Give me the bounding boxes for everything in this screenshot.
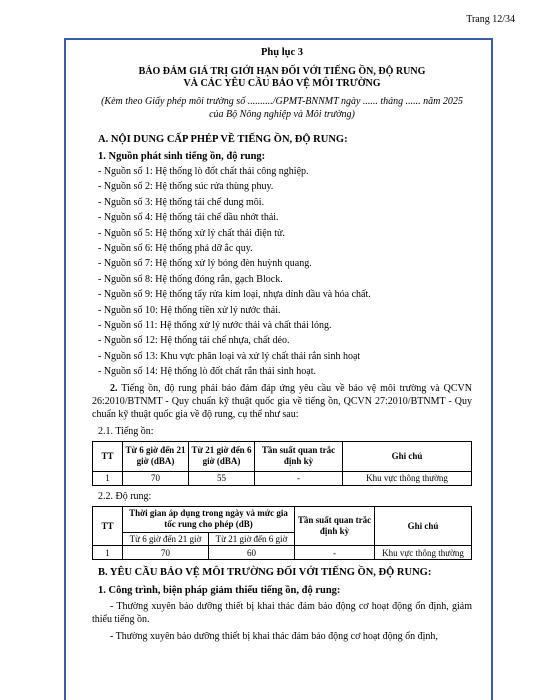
page-number: Trang 12/34 bbox=[466, 14, 515, 25]
document-title bbox=[92, 66, 472, 91]
table-row bbox=[93, 471, 472, 485]
list-item: - Nguồn số 14: Hệ thống lò đốt chất rắn thải sinh hoạt. bbox=[98, 366, 317, 378]
table-cell: Khu vực thông thường bbox=[343, 471, 472, 485]
list-item: - Nguồn số 2: Hệ thống súc rửa thùng phuy. bbox=[98, 181, 274, 193]
subsection-b1-heading: 1. Công trình, biện pháp giảm thiểu tiếng ồn, độ rung: bbox=[98, 585, 341, 597]
table-header-cell: Tần suất quan trắc định kỳ bbox=[255, 441, 343, 471]
table-header-row bbox=[93, 506, 472, 532]
b1-paragraph-2: - Thường xuyên bảo dưỡng thiết bị khai thác đảm bảo động cơ hoạt động ổn định, bbox=[110, 630, 438, 642]
list-item: - Nguồn số 8: Hệ thống đóng rắn, gạch Block. bbox=[98, 273, 283, 285]
table-cell: 70 bbox=[123, 471, 189, 485]
appendix-title: Phụ lục 3 bbox=[260, 47, 303, 58]
vibration-table bbox=[92, 506, 472, 561]
list-item: - Nguồn số 12: Hệ thống tái chế nhựa, chất dẻo. bbox=[98, 335, 290, 347]
table-header-cell: Ghi chú bbox=[343, 441, 472, 471]
table-cell: 70 bbox=[123, 546, 209, 560]
table-cell: - bbox=[295, 546, 375, 560]
table-header-cell: TT bbox=[93, 441, 123, 471]
table-header-cell: Ghi chú bbox=[375, 506, 472, 546]
table-row bbox=[93, 546, 472, 560]
paragraph-2-text: Tiếng ồn, độ rung phải bảo đảm đáp ứng yêu cầu về bảo vệ môi trường và QCVN 26:2010/BTNMT - Quy chuẩn kỹ thuật quốc gia về tiếng ồn, QCVN 27:2010/BTNMT - Quy chuẩn kỹ thuật quốc gia về độ rung, cụ thể như sau: bbox=[92, 382, 472, 420]
source-list bbox=[98, 164, 472, 380]
table-header-cell: Từ 6 giờ đến 21 giờ bbox=[123, 532, 209, 546]
list-item: - Nguồn số 7: Hệ thống xử lý bóng đèn huỳnh quang. bbox=[98, 258, 312, 270]
table-header-cell: Thời gian áp dụng trong ngày và mức gia tốc rung cho phép (dB) bbox=[123, 506, 295, 532]
vibration-label: 2.2. Độ rung: bbox=[98, 490, 152, 502]
table-header-row bbox=[93, 441, 472, 471]
table-cell: 55 bbox=[189, 471, 255, 485]
list-item: - Nguồn số 9: Hệ thống tẩy rửa kim loại, nhựa dính dầu và hóa chất. bbox=[98, 289, 371, 301]
note-line-2: của Bộ Nông nghiệp và Môi trường) bbox=[209, 108, 355, 120]
table-cell: Khu vực thông thường bbox=[375, 546, 472, 560]
section-b-heading: B. YÊU CẦU BẢO VỆ MÔI TRƯỜNG ĐỐI VỚI TIẾNG ỒN, ĐỘ RUNG: bbox=[98, 567, 432, 579]
table-header-cell: Từ 21 giờ đến 6 giờ (dBA) bbox=[189, 441, 255, 471]
list-item: - Nguồn số 5: Hệ thống xử lý chất thải điện tử. bbox=[98, 227, 285, 239]
paragraph-2 bbox=[92, 382, 472, 421]
list-item: - Nguồn số 1: Hệ thống lò đốt chất thải công nghiệp. bbox=[98, 165, 309, 177]
table-cell: 1 bbox=[93, 546, 123, 560]
table-header-cell: Từ 6 giờ đến 21 giờ (dBA) bbox=[123, 441, 189, 471]
subsection-1-heading: 1. Nguồn phát sinh tiếng ồn, độ rung: bbox=[98, 151, 266, 163]
section-a-heading: A. NỘI DUNG CẤP PHÉP VỀ TIẾNG ỒN, ĐỘ RUNG: bbox=[98, 133, 348, 145]
note-line-1: (Kèm theo Giấy phép môi trường số ........../GPMT-BNNMT ngày ...... tháng ...... năm 2025 bbox=[101, 95, 463, 107]
list-item: - Nguồn số 13: Khu vực phân loại và xử lý chất thải rắn sinh hoạt bbox=[98, 350, 361, 362]
table-cell: 60 bbox=[209, 546, 295, 560]
document-content bbox=[92, 44, 472, 643]
b1-paragraph-1: - Thường xuyên bảo dưỡng thiết bị khai thác đảm bảo động cơ hoạt động ổn định, giảm thiểu tiếng ồn. bbox=[92, 600, 472, 625]
table-header-cell: TT bbox=[93, 506, 123, 546]
table-header-cell: Tần suất quan trắc định kỳ bbox=[295, 506, 375, 546]
list-item: - Nguồn số 4: Hệ thống tái chế dầu nhớt thải. bbox=[98, 212, 279, 224]
paragraph-2-number: 2. bbox=[110, 382, 118, 394]
list-item: - Nguồn số 11: Hệ thống xử lý nước thải và chất thải lỏng. bbox=[98, 319, 332, 331]
list-item: - Nguồn số 3: Hệ thống tái chế dung môi. bbox=[98, 196, 265, 208]
title-line-2: VÀ CÁC YÊU CẦU BẢO VỆ MÔI TRƯỜNG bbox=[183, 78, 381, 90]
table-cell: 1 bbox=[93, 471, 123, 485]
list-item: - Nguồn số 10: Hệ thống tiền xử lý nước thải. bbox=[98, 304, 281, 316]
table-cell: - bbox=[255, 471, 343, 485]
table-header-cell: Từ 21 giờ đến 6 giờ bbox=[209, 532, 295, 546]
title-line-1: BẢO ĐẢM GIÁ TRỊ GIỚI HẠN ĐỐI VỚI TIẾNG ỒN, ĐỘ RUNG bbox=[138, 65, 426, 77]
noise-label: 2.1. Tiếng ồn: bbox=[98, 425, 154, 437]
list-item: - Nguồn số 6: Hệ thống phá dỡ ắc quy. bbox=[98, 242, 253, 254]
noise-table bbox=[92, 441, 472, 486]
document-note bbox=[92, 95, 472, 121]
